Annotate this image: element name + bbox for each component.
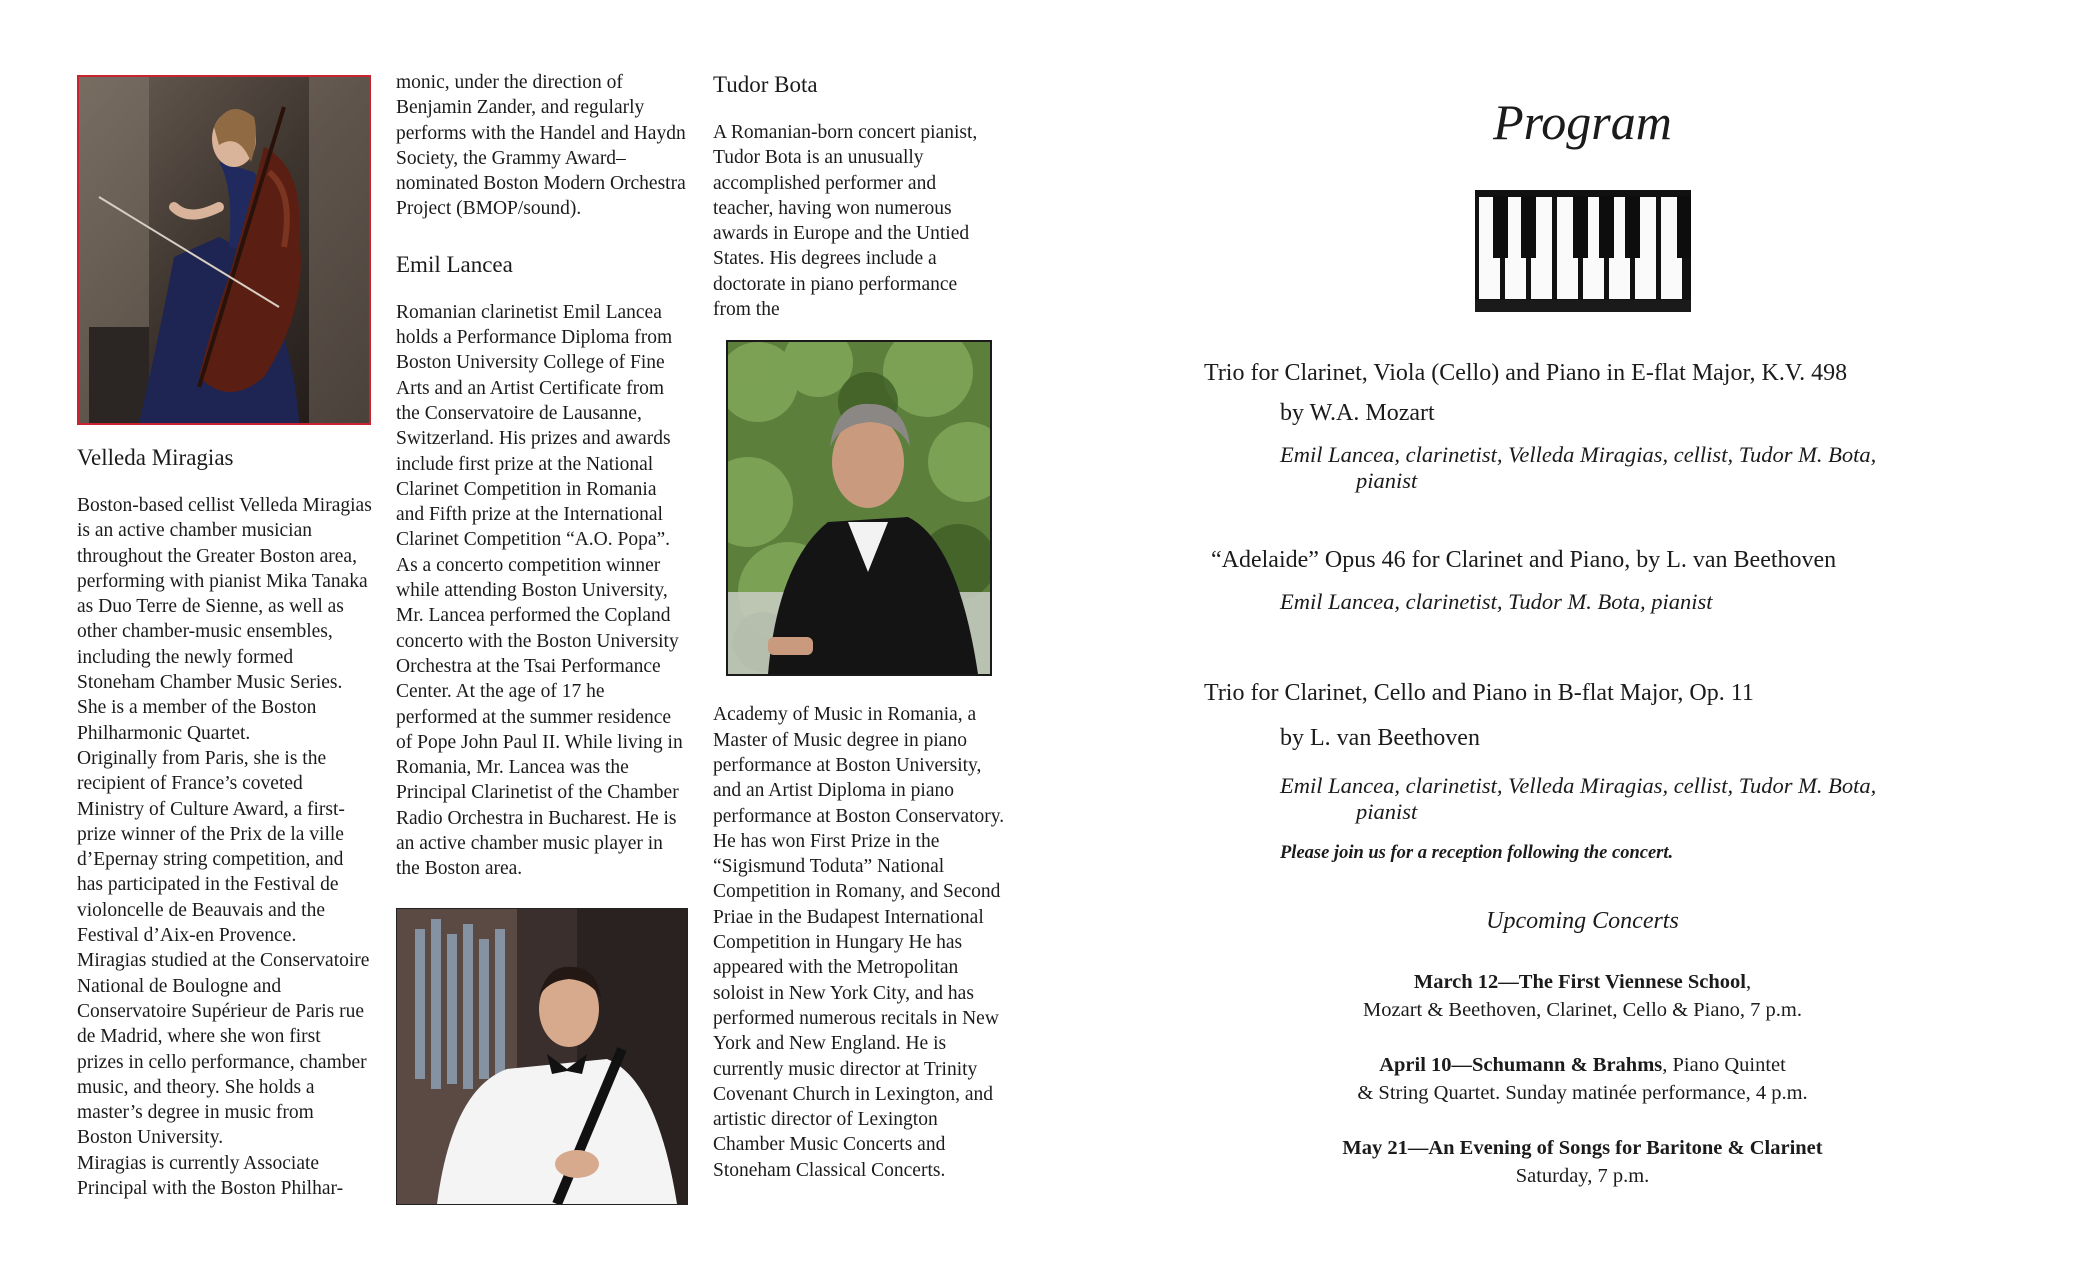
- concert-3-details: Saturday, 7 p.m.: [1515, 1165, 1650, 1187]
- velleda-bio-4: Miragias is currently Associate Principal with the Boston Philhar-: [77, 1152, 344, 1200]
- piece-3-performers-line2: pianist: [1356, 798, 1418, 824]
- concert-1: [1200, 968, 1965, 1024]
- concert-1-title: March 12—The First Viennese School: [1413, 971, 1747, 993]
- piece-1-composer: by W.A. Mozart: [1280, 400, 1435, 426]
- piece-2-title: “Adelaide” Opus 46 for Clarinet and Piano, by L. van Beethoven: [1211, 547, 1837, 573]
- piece-3-performers-line1: Emil Lancea, clarinetist, Velleda Miragias, cellist, Tudor M. Bota,: [1280, 773, 1877, 798]
- piano-keys-icon: [1475, 190, 1691, 312]
- pianist-photo: [726, 340, 992, 676]
- column-velleda: [77, 75, 372, 1201]
- velleda-bio-2: Originally from Paris, she is the recipient of France’s coveted Ministry of Culture Award, a first-prize winner of the Prix de la ville d’Epernay string competition, and has participated in the Festival de violoncelle de Beauvais and the Festival d’Aix-en Provence.: [77, 747, 345, 947]
- emil-bio: Romanian clarinetist Emil Lancea holds a Performance Diploma from Boston University College of Fine Arts and an Artist Certificate from the Conservatoire de Lausanne, Switzerland. His prizes and awards include first prize at the National Clarinet Competition in Romania and Fifth prize at the International Clarinet Competition “A.O. Popa”. As a concerto competition winner while attending Boston University, Mr. Lancea performed the Copland concerto with the Boston University Orchestra at the Tsai Performance Center. At the age of 17 he performed at the summer residence of Pope John Paul II. While living in Romania, Mr. Lancea was the Principal Clarinetist of the Chamber Radio Orchestra in Bucharest. He is an active chamber music player in the Boston area.: [396, 301, 683, 880]
- concert-2: [1200, 1051, 1965, 1107]
- tudor-bio-1: A Romanian-born concert pianist, Tudor Bota is an unusually accomplished performer and teacher, having won numerous awards in Europe and the Untied States. His degrees include a doctorate in piano performance from the: [713, 122, 978, 321]
- piece-2-performers: [1280, 589, 1940, 615]
- cellist-photo: [77, 75, 371, 425]
- piece-3-title: Trio for Clarinet, Cello and Piano in B-flat Major, Op. 11: [1204, 680, 1754, 706]
- piece-1-performers-line1: Emil Lancea, clarinetist, Velleda Miragias, cellist, Tudor M. Bota,: [1280, 442, 1877, 467]
- piece-3-composer: by L. van Beethoven: [1280, 725, 1480, 751]
- concert-3-title: May 21—An Evening of Songs for Baritone & Clarinet: [1342, 1137, 1823, 1159]
- concert-2-title-rest: , Piano Quintet: [1662, 1054, 1786, 1076]
- piece-1-title: Trio for Clarinet, Viola (Cello) and Piano in E-flat Major, K.V. 498: [1204, 360, 1848, 386]
- concert-2-details: & String Quartet. Sunday matinée performance, 4 p.m.: [1357, 1082, 1808, 1104]
- velleda-name: Velleda Miragias: [77, 445, 234, 470]
- clarinetist-photo: [396, 908, 688, 1205]
- tudor-name: Tudor Bota: [713, 72, 818, 97]
- piece-3-performers: [1280, 773, 1940, 824]
- column-tudor: [713, 70, 1013, 1183]
- program-title: Program: [1493, 94, 1672, 150]
- velleda-bio: Boston-based cellist Velleda Miragias is an active chamber musician throughout the Greater Boston area, performing with pianist Mika Tanaka as Duo Terre de Sienne, as well as other chamber-music ensembles, including the newly formed Stoneham Chamber Music Series. She is a member of the Boston Philharmonic Quartet.: [77, 495, 372, 744]
- velleda-bio-3: Miragias studied at the Conservatoire National de Boulogne and Conservatoire Supérieur de Paris rue de Madrid, where she won first prizes in cello performance, chamber music, and theory. She holds a master’s degree in music from Boston University.: [77, 950, 370, 1149]
- concert-2-title: April 10—Schumann & Brahms: [1379, 1054, 1663, 1076]
- tudor-bio-2: Academy of Music in Romania, a Master of Music degree in piano performance at Boston University, and an Artist Diploma in piano performance at Boston Conservatory. He has won First Prize in the “Sigismund Toduta” National Competition in Romany, and Second Priae in the Budapest International Competition in Hungary He has appeared with the Metropolitan soloist in New York City, and has performed numerous recitals in New York and New England. He is currently music director at Trinity Covenant Church in Lexington, and artistic director of Lexington Chamber Music Concerts and Stoneham Classical Concerts.: [713, 704, 1005, 1181]
- reception-note: Please join us for a reception following the concert.: [1280, 843, 1674, 863]
- upcoming-heading: Upcoming Concerts: [1486, 908, 1679, 934]
- concert-1-details: Mozart & Beethoven, Clarinet, Cello & Piano, 7 p.m.: [1363, 999, 1802, 1021]
- concert-3: [1200, 1134, 1965, 1190]
- concert-1-title-rest: ,: [1746, 971, 1752, 993]
- piece-1-performers: [1280, 442, 1940, 493]
- velleda-bio-continued: monic, under the direction of Benjamin Zander, and regularly performs with the Handel and Haydn Society, the Grammy Award–nominated Boston Modern Orchestra Project (BMOP/sound).: [396, 72, 686, 220]
- piece-1-performers-line2: pianist: [1356, 467, 1418, 493]
- piece-2-performers-line1: Emil Lancea, clarinetist, Tudor M. Bota, pianist: [1280, 589, 1713, 614]
- emil-name: Emil Lancea: [396, 251, 513, 277]
- column-emil: [396, 70, 688, 1205]
